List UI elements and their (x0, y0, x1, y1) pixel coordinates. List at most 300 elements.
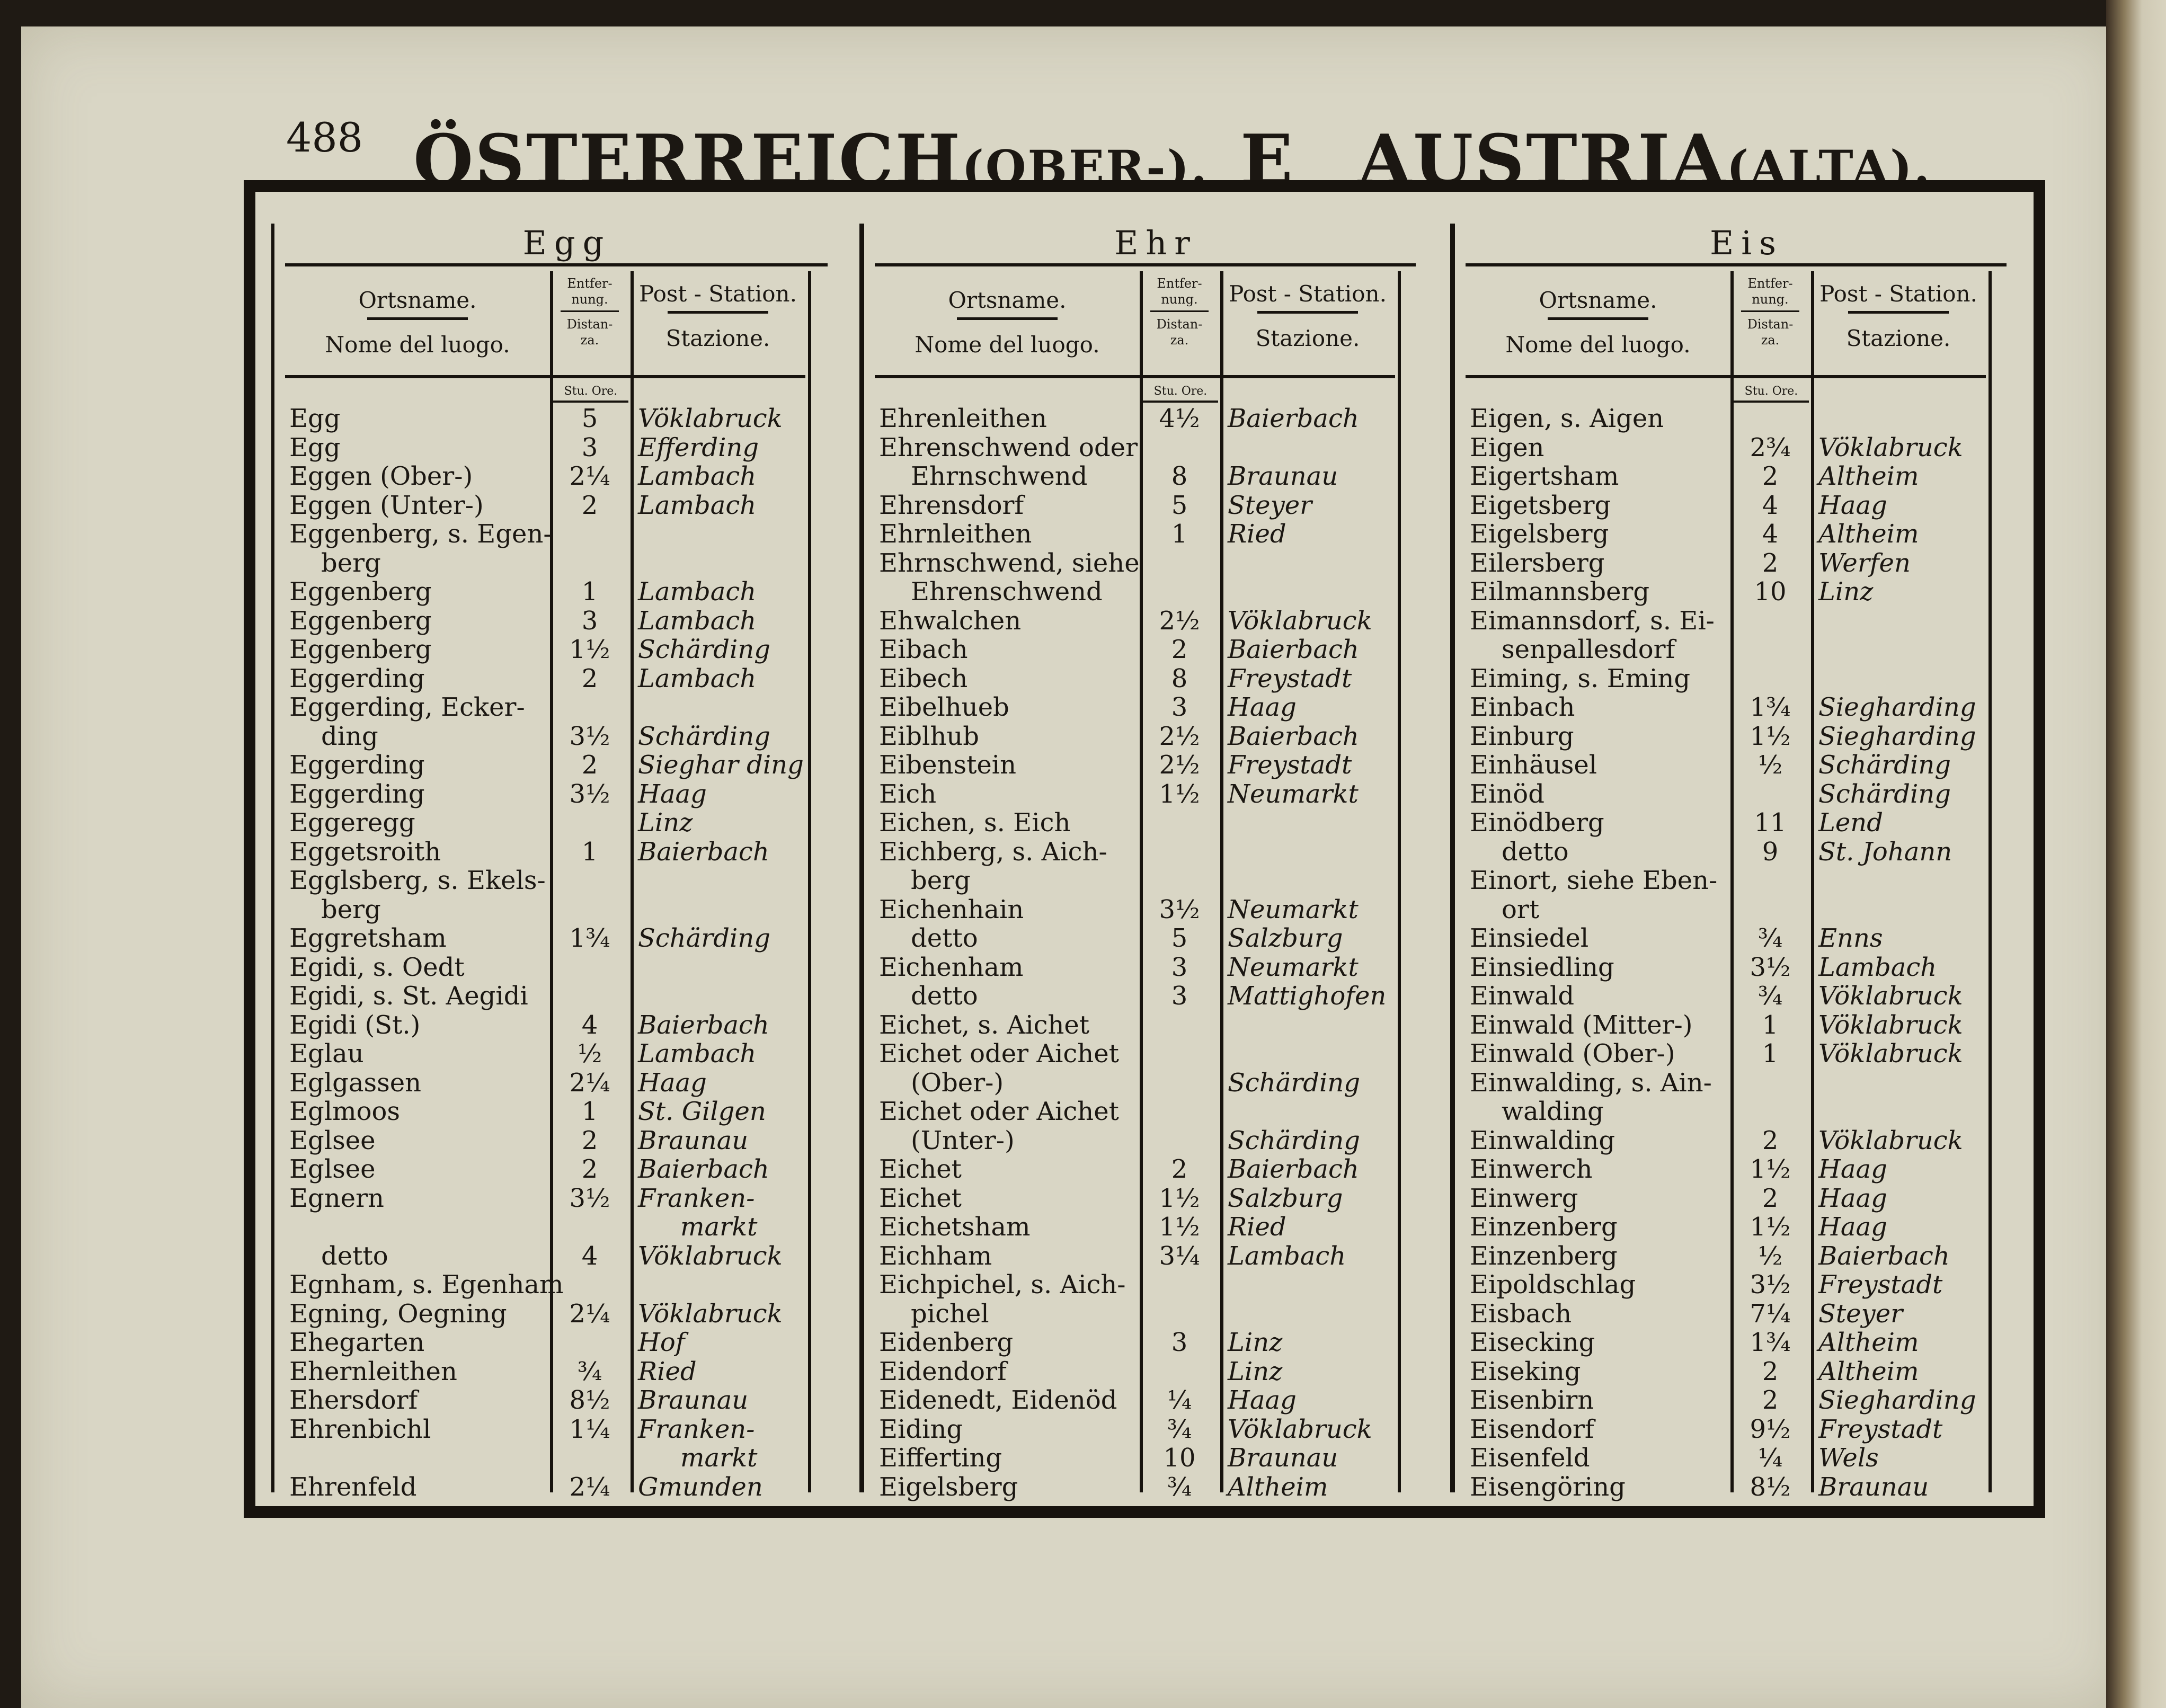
table-row (864, 1415, 1448, 1444)
post-station: Neumarkt (1228, 779, 1359, 809)
distance-hours: 3½ (569, 721, 610, 751)
distance-hours: 1¾ (569, 923, 610, 953)
table-row (1455, 548, 2038, 578)
post-station: Lambach (638, 1039, 757, 1069)
distance-hours: 2 (1171, 635, 1188, 664)
distance-hours: 3½ (569, 1183, 610, 1213)
distance-hours: 1½ (1750, 721, 1791, 751)
post-station: Schärding (638, 923, 770, 953)
ortsname-label: Ortsname. (1539, 287, 1657, 313)
place-name: Egidi (St.) (289, 1010, 421, 1040)
distance-hours: 5 (1171, 923, 1188, 953)
table-row (864, 1126, 1448, 1155)
place-name: Egnham, s. Egenham (289, 1270, 564, 1300)
post-station: Vöklabruck (1228, 1414, 1372, 1444)
table-row (864, 1443, 1448, 1473)
post-station: Vöklabruck (1818, 432, 1963, 462)
distance-hours: 4 (1762, 519, 1779, 549)
unit-label-stu-ore: Stu. Ore. (553, 381, 628, 403)
distance-hours: ¾ (1757, 981, 1783, 1011)
table-row (274, 808, 859, 838)
post-station: Schärding (638, 635, 770, 664)
table-row (1455, 1097, 2038, 1126)
table-row (274, 1299, 859, 1329)
post-station: Steyer (1818, 1298, 1903, 1329)
title-main-left: ÖSTERREICH (413, 119, 962, 200)
post-station: Siegharding (1818, 721, 1976, 751)
table-row (864, 577, 1448, 607)
distance-hours: 8½ (1750, 1472, 1791, 1502)
place-name: detto (911, 923, 978, 953)
distance-hours: 3 (1171, 1328, 1188, 1357)
table-row (274, 1472, 859, 1502)
table-row (864, 1097, 1448, 1126)
distance-hours: 1 (1171, 519, 1188, 549)
table-row (274, 722, 859, 751)
place-name: Eisendorf (1470, 1414, 1594, 1444)
ortsname-label: Ortsname. (948, 287, 1067, 313)
stazione-label: Stazione. (665, 325, 770, 351)
table-row (864, 491, 1448, 520)
table-row (1455, 1241, 2038, 1271)
place-name: walding (1502, 1097, 1604, 1126)
table-row (864, 981, 1448, 1011)
distance-hours: 1½ (1750, 1154, 1791, 1184)
distance-hours: 2 (581, 1154, 598, 1184)
table-row (864, 433, 1448, 462)
post-station: Neumarkt (1228, 952, 1359, 982)
distance-hours: 10 (1754, 577, 1787, 607)
place-name: Egnern (289, 1183, 384, 1213)
place-name: Eggeregg (289, 808, 415, 838)
post-station: Gmunden (638, 1472, 763, 1502)
post-station: Vöklabruck (1818, 1010, 1963, 1040)
table-row (274, 1241, 859, 1271)
page-number: 488 (286, 114, 363, 161)
post-station: Franken- (638, 1414, 755, 1444)
title-middle-letter: E (1240, 119, 1294, 200)
table-row (1455, 750, 2038, 780)
place-name: Einwald (Mitter-) (1470, 1010, 1693, 1040)
distance-hours: 5 (1171, 490, 1188, 520)
table-row (274, 779, 859, 809)
place-name: Einbach (1470, 692, 1575, 722)
place-name: Eichberg, s. Aich- (879, 837, 1107, 867)
place-name: Ehrenschwend (911, 577, 1103, 607)
place-name: Eglsee (289, 1154, 376, 1184)
table-row (1455, 808, 2038, 838)
place-name: Einödberg (1470, 808, 1604, 838)
post-station: Haag (1228, 692, 1297, 722)
place-name: Ehrnschwend, siehe (879, 548, 1140, 578)
place-name: detto (911, 981, 978, 1011)
post-station: Braunau (638, 1385, 749, 1415)
post-station: Freystadt (1228, 750, 1352, 780)
distance-hours: 1½ (1750, 1212, 1791, 1242)
distance-hours: 2 (1762, 1385, 1779, 1415)
post-station: Vöklabruck (1818, 981, 1963, 1011)
title-right-suffix: (ALTA). (1726, 140, 1932, 195)
post-station: Salzburg (1228, 1183, 1343, 1213)
distance-hours: ¾ (1167, 1472, 1192, 1502)
place-name: Ehrenleithen (879, 404, 1047, 433)
table-row (864, 404, 1448, 433)
post-station: Haag (1228, 1385, 1297, 1415)
post-station: Freystadt (1228, 663, 1352, 693)
table-row (274, 895, 859, 924)
place-name: Eigen, s. Aigen (1470, 404, 1664, 433)
table-row (1455, 1472, 2038, 1502)
distanza-label: Distan-za. (566, 317, 613, 348)
table-row (1455, 1126, 2038, 1155)
place-name: Ehersdorf (289, 1385, 418, 1415)
table-row (274, 606, 859, 636)
place-name: Eggretsham (289, 923, 447, 953)
table-row (864, 692, 1448, 722)
place-name: Eggen (Ober-) (289, 461, 473, 491)
place-name: Ehrenfeld (289, 1472, 417, 1502)
place-name: Eichet, s. Aichet (879, 1010, 1090, 1040)
place-name: Einsiedel (1470, 923, 1589, 953)
column-header-distance (1730, 271, 1810, 372)
post-station: Baierbach (1818, 1241, 1950, 1271)
distance-hours: 1 (1762, 1010, 1779, 1040)
place-name: pichel (911, 1298, 989, 1329)
place-name: Eggerding (289, 663, 425, 693)
table-frame (244, 180, 2045, 1518)
post-station: St. Johann (1818, 837, 1952, 867)
place-name: Eisbach (1470, 1298, 1572, 1329)
nome-label: Nome del luogo. (325, 332, 510, 358)
post-station: Lend (1818, 808, 1883, 838)
post-station: Lambach (638, 577, 757, 607)
place-name: Eggerding (289, 779, 425, 809)
table-row (274, 981, 859, 1011)
place-name: detto (1502, 837, 1569, 867)
table-row (274, 1039, 859, 1069)
place-name: Egidi, s. Oedt (289, 952, 465, 982)
place-name: Eichet oder Aichet (879, 1039, 1119, 1069)
place-name: Eilmannsberg (1470, 577, 1650, 607)
place-name: (Ober-) (911, 1068, 1004, 1098)
place-name: Eidenedt, Eidenöd (879, 1385, 1117, 1415)
distance-hours: 1 (581, 1097, 598, 1126)
place-name: Einwald (Ober-) (1470, 1039, 1675, 1069)
place-name: Eifferting (879, 1443, 1002, 1473)
place-name: Eiseking (1470, 1356, 1581, 1386)
place-name: Eggerding (289, 750, 425, 780)
place-name: Egg (289, 432, 341, 462)
table-row (1455, 1212, 2038, 1242)
distance-hours: 2¼ (569, 1298, 610, 1329)
table-row (1455, 1385, 2038, 1415)
place-name: Einwerch (1470, 1154, 1593, 1184)
table-row (274, 635, 859, 664)
place-name: Eigelsberg (879, 1472, 1018, 1502)
table-row (864, 808, 1448, 838)
place-name: Einburg (1470, 721, 1574, 751)
post-station: markt (680, 1443, 758, 1473)
distance-hours: 3 (581, 432, 598, 462)
distance-hours: 3½ (1159, 894, 1200, 924)
place-name: Egning, Oegning (289, 1298, 507, 1329)
table-row (1455, 577, 2038, 607)
post-station: Baierbach (1228, 721, 1359, 751)
place-name: ort (1502, 894, 1540, 924)
table-row (864, 1241, 1448, 1271)
post-station: Haag (1818, 490, 1887, 520)
place-name: Eibenstein (879, 750, 1017, 780)
place-name: Eggetsroith (289, 837, 441, 867)
column-header-ortsname (1466, 271, 1730, 372)
place-name: Eichet oder Aichet (879, 1097, 1119, 1126)
table-row (274, 491, 859, 520)
panel-ehr (859, 224, 1448, 1502)
place-name: senpallesdorf (1502, 635, 1675, 664)
stazione-label: Stazione. (1846, 325, 1951, 351)
place-name: Eichet (879, 1154, 962, 1184)
post-station: Schärding (1818, 750, 1951, 780)
distance-hours: 2¼ (569, 1472, 610, 1502)
post-station: Linz (1228, 1328, 1283, 1357)
place-name: Eggenberg (289, 635, 432, 664)
post-station: Baierbach (1228, 404, 1359, 433)
table-row (274, 1443, 859, 1473)
distance-hours: ¼ (1167, 1385, 1192, 1415)
distance-hours: 2 (581, 1125, 598, 1155)
place-name: Ehrenbichl (289, 1414, 431, 1444)
post-station: Lambach (638, 490, 757, 520)
place-name: Einzenberg (1470, 1241, 1618, 1271)
place-name: detto (321, 1241, 388, 1271)
place-name: (Unter-) (911, 1125, 1015, 1155)
distance-hours: 2 (1762, 461, 1779, 491)
place-name: Eigetsberg (1470, 490, 1611, 520)
place-name: Eigen (1470, 432, 1544, 462)
post-station: Altheim (1818, 1328, 1919, 1357)
table-row (274, 1328, 859, 1357)
stazione-label: Stazione. (1255, 325, 1360, 351)
entfernung-label: Entfer-nung. (1157, 276, 1202, 307)
distance-hours: 2 (581, 490, 598, 520)
place-name: Einzenberg (1470, 1212, 1618, 1242)
table-row (864, 461, 1448, 491)
table-row (274, 750, 859, 780)
distance-hours: ½ (1757, 1241, 1783, 1271)
table-row (864, 519, 1448, 549)
place-name: Eiming, s. Eming (1470, 663, 1691, 693)
post-station: Schärding (1818, 779, 1951, 809)
place-name: Eisecking (1470, 1328, 1595, 1357)
distance-hours: 1½ (1159, 1183, 1200, 1213)
table-row (864, 1472, 1448, 1502)
entfernung-label: Entfer-nung. (567, 276, 612, 307)
place-name: Eisenbirn (1470, 1385, 1594, 1415)
post-station: Schärding (1228, 1068, 1360, 1098)
place-name: Eilersberg (1470, 548, 1605, 578)
table-row (1455, 635, 2038, 664)
panel-heading: Egg (522, 224, 611, 262)
place-name: Eidendorf (879, 1356, 1007, 1386)
distance-hours: 1½ (1159, 1212, 1200, 1242)
table-row (1455, 692, 2038, 722)
place-name: Eggenberg (289, 577, 432, 607)
post-station: Vöklabruck (1228, 606, 1372, 636)
table-row (1455, 1184, 2038, 1213)
post-station: Baierbach (638, 837, 769, 867)
post-station: Linz (638, 808, 693, 838)
post-station: Enns (1818, 923, 1883, 953)
place-name: Eggenberg (289, 606, 432, 636)
table-row (864, 1299, 1448, 1329)
table-row (1455, 404, 2038, 433)
post-station: Braunau (1818, 1472, 1929, 1502)
post-station: Franken- (638, 1183, 755, 1213)
place-name: Eipoldschlag (1470, 1270, 1636, 1300)
table-row (1455, 1328, 2038, 1357)
post-station: Lambach (1228, 1241, 1346, 1271)
post-station: Schärding (1228, 1125, 1360, 1155)
place-name: Einwald (1470, 981, 1575, 1011)
table-row (274, 1126, 859, 1155)
post-station: Braunau (638, 1125, 749, 1155)
place-name: Einwalding (1470, 1125, 1615, 1155)
place-name: Eggenberg, s. Egen- (289, 519, 552, 549)
table-row (1455, 1270, 2038, 1300)
table-row (274, 1385, 859, 1415)
post-station: Siegharding (1818, 692, 1976, 722)
post-station: Steyer (1228, 490, 1312, 520)
table-row (274, 1184, 859, 1213)
place-name: Eichet (879, 1183, 962, 1213)
post-station: Vöklabruck (1818, 1039, 1963, 1069)
table-row (1455, 837, 2038, 867)
distance-hours: 1 (581, 837, 598, 867)
unit-label-stu-ore: Stu. Ore. (1734, 381, 1809, 403)
title-main-right: AUSTRIA (1358, 119, 1727, 200)
table-row (1455, 1443, 2038, 1473)
place-name: Eich (879, 779, 937, 809)
place-name: Egg (289, 404, 341, 433)
table-row (274, 461, 859, 491)
table-row (274, 433, 859, 462)
distance-hours: 2 (1762, 1125, 1779, 1155)
distance-hours: 11 (1754, 808, 1787, 838)
distance-hours: 9 (1762, 837, 1779, 867)
table-row (1455, 1154, 2038, 1184)
table-row (1455, 606, 2038, 636)
distance-hours: 2¼ (569, 461, 610, 491)
column-header-station (1811, 271, 1986, 372)
table-row (1455, 895, 2038, 924)
ortsname-label: Ortsname. (358, 287, 477, 313)
place-name: Ehegarten (289, 1328, 425, 1357)
distance-hours: 1¾ (1750, 692, 1791, 722)
place-name: Eglau (289, 1039, 364, 1069)
distance-hours: 5 (581, 404, 598, 433)
place-name: Eimannsdorf, s. Ei- (1470, 606, 1715, 636)
table-row (864, 1357, 1448, 1386)
distance-hours: 3 (1171, 981, 1188, 1011)
place-name: Eglsee (289, 1125, 376, 1155)
distance-hours: 3½ (1750, 1270, 1791, 1300)
table-row (864, 1068, 1448, 1098)
place-name: Eibech (879, 663, 968, 693)
column-header-station (1220, 271, 1395, 372)
table-row (864, 1010, 1448, 1040)
table-row (864, 1385, 1448, 1415)
table-row (864, 1154, 1448, 1184)
post-station: Haag (638, 1068, 707, 1098)
distance-hours: 1½ (569, 635, 610, 664)
place-name: Einöd (1470, 779, 1544, 809)
post-station: Haag (1818, 1154, 1887, 1184)
place-name: Eggen (Unter-) (289, 490, 484, 520)
post-station: Werfen (1818, 548, 1911, 578)
table-row (274, 1010, 859, 1040)
post-station: Mattighofen (1228, 981, 1387, 1011)
table-row (274, 1270, 859, 1300)
table-row (864, 722, 1448, 751)
post-station: Lambach (638, 461, 757, 491)
post-station: Vöklabruck (1818, 1125, 1963, 1155)
panel-heading: Eis (1710, 224, 1783, 262)
distanza-label: Distan-za. (1747, 317, 1794, 348)
table-row (864, 1270, 1448, 1300)
post-station-label: Post - Station. (639, 281, 797, 307)
column-header-ortsname (875, 271, 1140, 372)
place-name: ding (321, 721, 378, 751)
panel-egg (271, 224, 859, 1502)
distance-hours: 3¼ (1159, 1241, 1200, 1271)
place-name: Eisengöring (1470, 1472, 1626, 1502)
table-row (1455, 779, 2038, 809)
post-station: Haag (1818, 1183, 1887, 1213)
table-row (864, 635, 1448, 664)
table-row (274, 664, 859, 693)
distance-hours: 1¼ (569, 1414, 610, 1444)
place-name: Eisenfeld (1470, 1443, 1590, 1473)
post-station: Baierbach (638, 1010, 769, 1040)
table-row (274, 1357, 859, 1386)
table-row (1455, 981, 2038, 1011)
table-row (864, 1039, 1448, 1069)
place-name: Eichenhain (879, 894, 1024, 924)
post-station: Lambach (638, 663, 757, 693)
distance-hours: 1¾ (1750, 1328, 1791, 1357)
post-station: Altheim (1228, 1472, 1328, 1502)
post-station: Linz (1228, 1356, 1283, 1386)
table-row (1455, 491, 2038, 520)
column-header-distance (1140, 271, 1219, 372)
table-row (864, 606, 1448, 636)
place-name: Ehrnschwend (911, 461, 1088, 491)
distance-hours: 1 (1762, 1039, 1779, 1069)
table-row (274, 1068, 859, 1098)
place-name: Ehrensdorf (879, 490, 1024, 520)
distance-hours: 1 (581, 577, 598, 607)
distance-hours: ¾ (577, 1356, 602, 1386)
place-name: berg (321, 548, 381, 578)
post-station: Vöklabruck (638, 404, 783, 433)
distance-hours: 9½ (1750, 1414, 1791, 1444)
distance-hours: 2 (1171, 1154, 1188, 1184)
post-station: Vöklabruck (638, 1298, 783, 1329)
distance-hours: 3 (1171, 952, 1188, 982)
place-name: Einort, siehe Eben- (1470, 866, 1718, 895)
post-station: Linz (1818, 577, 1874, 607)
post-station: Salzburg (1228, 923, 1343, 953)
